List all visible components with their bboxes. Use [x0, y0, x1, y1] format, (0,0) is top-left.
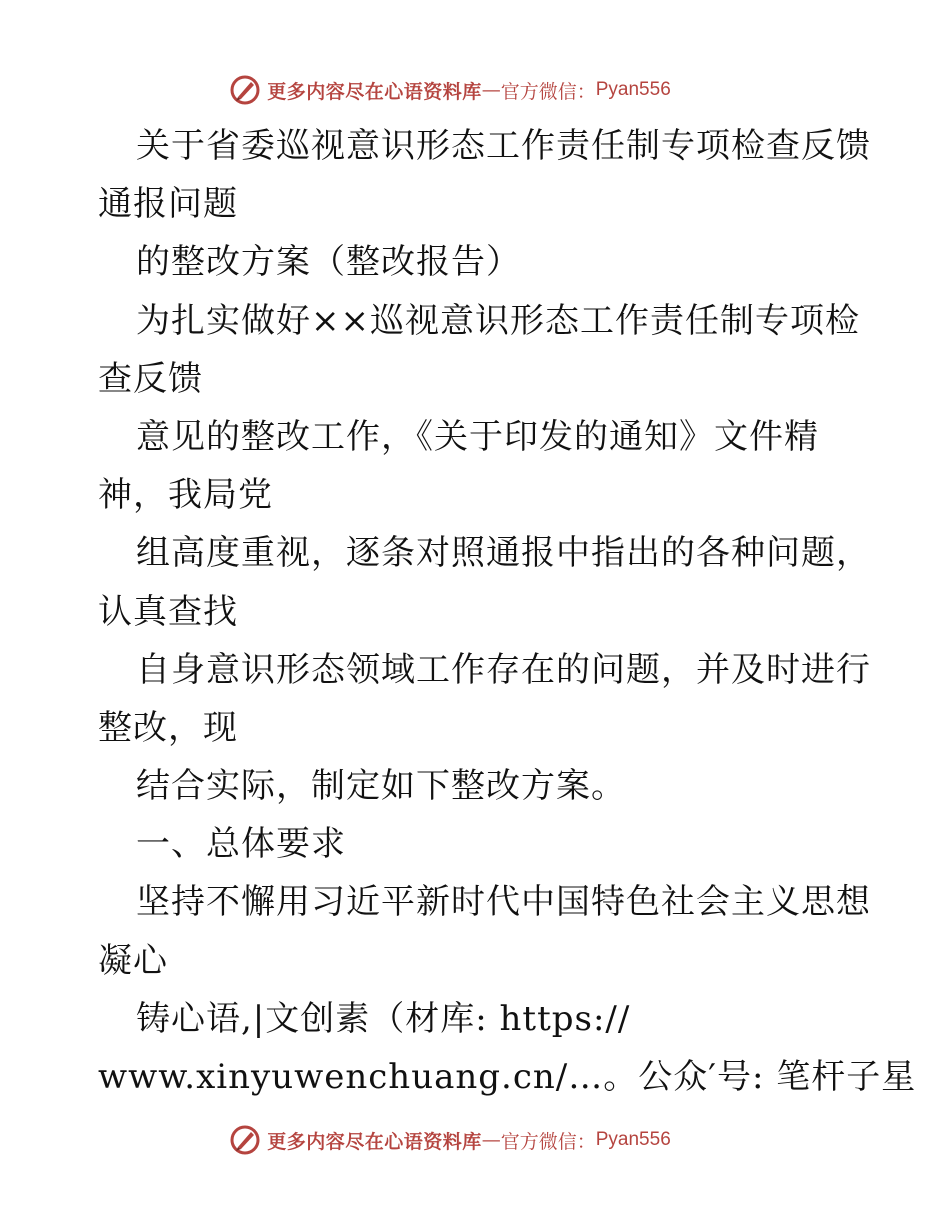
text-line: 神，我局党: [98, 475, 273, 516]
banner-wechat-id: Pyan556: [595, 79, 671, 100]
banner-dash: —: [481, 79, 501, 101]
text-line: 组高度重视，逐条对照通报中指出的各种问题，: [136, 533, 871, 574]
text-line: 一、总体要求: [136, 824, 346, 865]
banner-title: 更多内容尽在心语资料库: [267, 1130, 482, 1153]
banner-wechat-label: 官方微信：: [500, 1130, 596, 1153]
header-watermark-banner: [0, 70, 950, 110]
text-line: 意见的整改工作，《关于印发的通知》文件精: [136, 416, 819, 457]
text-line: 凝心: [98, 940, 168, 981]
text-line: 通报问题: [98, 184, 238, 225]
text-line: 整改，现: [98, 707, 238, 748]
pen-logo-icon: [229, 74, 261, 106]
banner-wechat-id: Pyan556: [595, 1129, 671, 1150]
text-line: 为扎实做好××巡视意识形态工作责任制专项检: [136, 300, 860, 341]
text-line: 坚持不懈用习近平新时代中国特色社会主义思想: [136, 882, 871, 923]
footer-watermark-banner: [0, 1120, 950, 1160]
banner-dash: —: [481, 1129, 501, 1151]
text-line: 认真查找: [98, 591, 238, 632]
text-line: 的整改方案（整改报告）: [136, 242, 521, 283]
text-line: 自身意识形态领域工作存在的问题，并及时进行: [136, 649, 871, 690]
pen-logo-icon: [229, 1124, 261, 1156]
banner-wechat-label: 官方微信：: [500, 80, 596, 103]
text-line: 铸心语,|文创素（材库: https://: [136, 998, 631, 1039]
text-line: 查反馈: [98, 358, 203, 399]
document-body: [98, 117, 917, 1106]
text-line: 关于省委巡视意识形态工作责任制专项检查反馈: [136, 126, 871, 166]
text-line: 结合实际，制定如下整改方案。: [136, 766, 626, 807]
banner-title: 更多内容尽在心语资料库: [267, 80, 482, 103]
text-line: www.xinyuwenchuang.cn/…。公众′号: 笔杆子星: [98, 1057, 917, 1097]
